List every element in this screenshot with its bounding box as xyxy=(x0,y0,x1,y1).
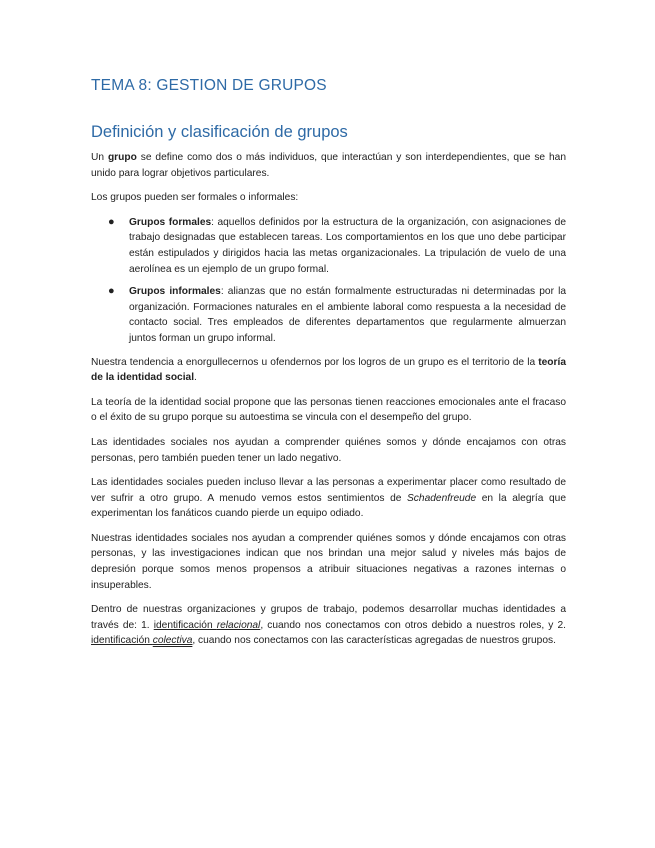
paragraph-schadenfreude xyxy=(91,475,566,522)
page-title: TEMA 8: GESTION DE GRUPOS xyxy=(91,77,327,94)
paragraph-grupo-definition xyxy=(91,150,566,181)
list-item-term: Grupos informales xyxy=(129,286,221,298)
paragraph-identity-theory xyxy=(91,355,566,386)
collective-identification xyxy=(91,635,192,646)
relational-identification xyxy=(154,620,261,631)
document-body xyxy=(91,150,566,658)
paragraph-theory-explanation: La teoría de la identidad social propone que las personas tienen reacciones emocionales ante el fracaso o el éxito de su grupo porque su autoestima se vincula con el desempeño del grupo. xyxy=(91,396,566,424)
bullet-icon: ● xyxy=(108,215,115,228)
relational-label: identificación xyxy=(153,619,217,631)
p3-text-pre: Nuestra tendencia a enorgullecernos u ofendernos por los logros de un grupo es el territorio de la xyxy=(91,356,539,368)
relational-term: relacional xyxy=(216,619,261,631)
p3-text-post: . xyxy=(194,372,197,384)
bullet-icon: ● xyxy=(108,285,115,298)
paragraph-negative-side: Las identidades sociales nos ayudan a comprender quiénes somos y dónde encajamos con otras personas, pero también pueden tener un lado negativo. xyxy=(91,436,566,464)
collective-label: identificación xyxy=(91,635,153,647)
list-item-term: Grupos formales xyxy=(129,216,212,228)
list-item xyxy=(108,215,566,277)
paragraph-identification-types xyxy=(91,602,566,649)
list-item-text: : alianzas que no están formalmente estructuradas ni determinadas por la organización. Formaciones naturales en el ambiente laboral como respuesta a la necesidad de contacto social. Tres empleados de diferentes departamentos que regularmente almuerzan juntos forman un grupo informal. xyxy=(129,286,566,344)
p8-text-a: Dentro de nuestras organizaciones y grupos de trabajo, podemos desarrollar muchas identidades a través de: 1. xyxy=(91,604,566,631)
p6-text-pre: Las identidades sociales pueden incluso llevar a las personas a experimentar placer como resultado de ver sufrir a otro grupo. A menudo vemos estos sentimientos de xyxy=(91,477,566,504)
list-item-text: : aquellos definidos por la estructura de la organización, con asignaciones de trabajo designadas que establecen tareas. Los comportamientos en los que uno debe participar están estipulados y dirigidos hacia las metas organizacionales. La tripulación de vuelo de una aerolínea es un ejemplo de un grupo formal. xyxy=(129,216,566,275)
p8-text-e: , cuando nos conectamos con las características agregadas de nuestros grupos. xyxy=(192,635,556,647)
p1-text-pre: Un xyxy=(91,152,108,163)
p6-text-post: en la alegría que experimentan los fanáticos cuando pierde un equipo odiado. xyxy=(91,492,566,520)
p3-bold-term: teoría de la identidad social xyxy=(91,356,566,384)
section-heading: Definición y clasificación de grupos xyxy=(91,123,348,141)
list-item xyxy=(108,284,566,346)
p1-bold-term: grupo xyxy=(107,152,137,163)
p1-text-post: se define como dos o más individuos, que interactúan y son interdependientes, que se han unido para lograr objetivos particulares. xyxy=(91,152,566,179)
group-types-list xyxy=(91,215,566,347)
p8-text-c: , cuando nos conectamos con otros debido a nuestros roles, y 2. xyxy=(260,619,566,631)
collective-term: colectiva xyxy=(152,635,193,647)
paragraph-types: Los grupos pueden ser formales o informales: xyxy=(91,192,299,204)
paragraph-health-benefits: Nuestras identidades sociales nos ayudan a comprender quiénes somos y dónde encajamos con otras personas, y las investigaciones indican que nos brindan una mejor salud y niveles más bajos de depresión porque somos menos propensos a atribuir situaciones negativas a razones internas o insuperables. xyxy=(91,532,566,591)
p6-italic-term: Schadenfreude xyxy=(407,492,477,504)
